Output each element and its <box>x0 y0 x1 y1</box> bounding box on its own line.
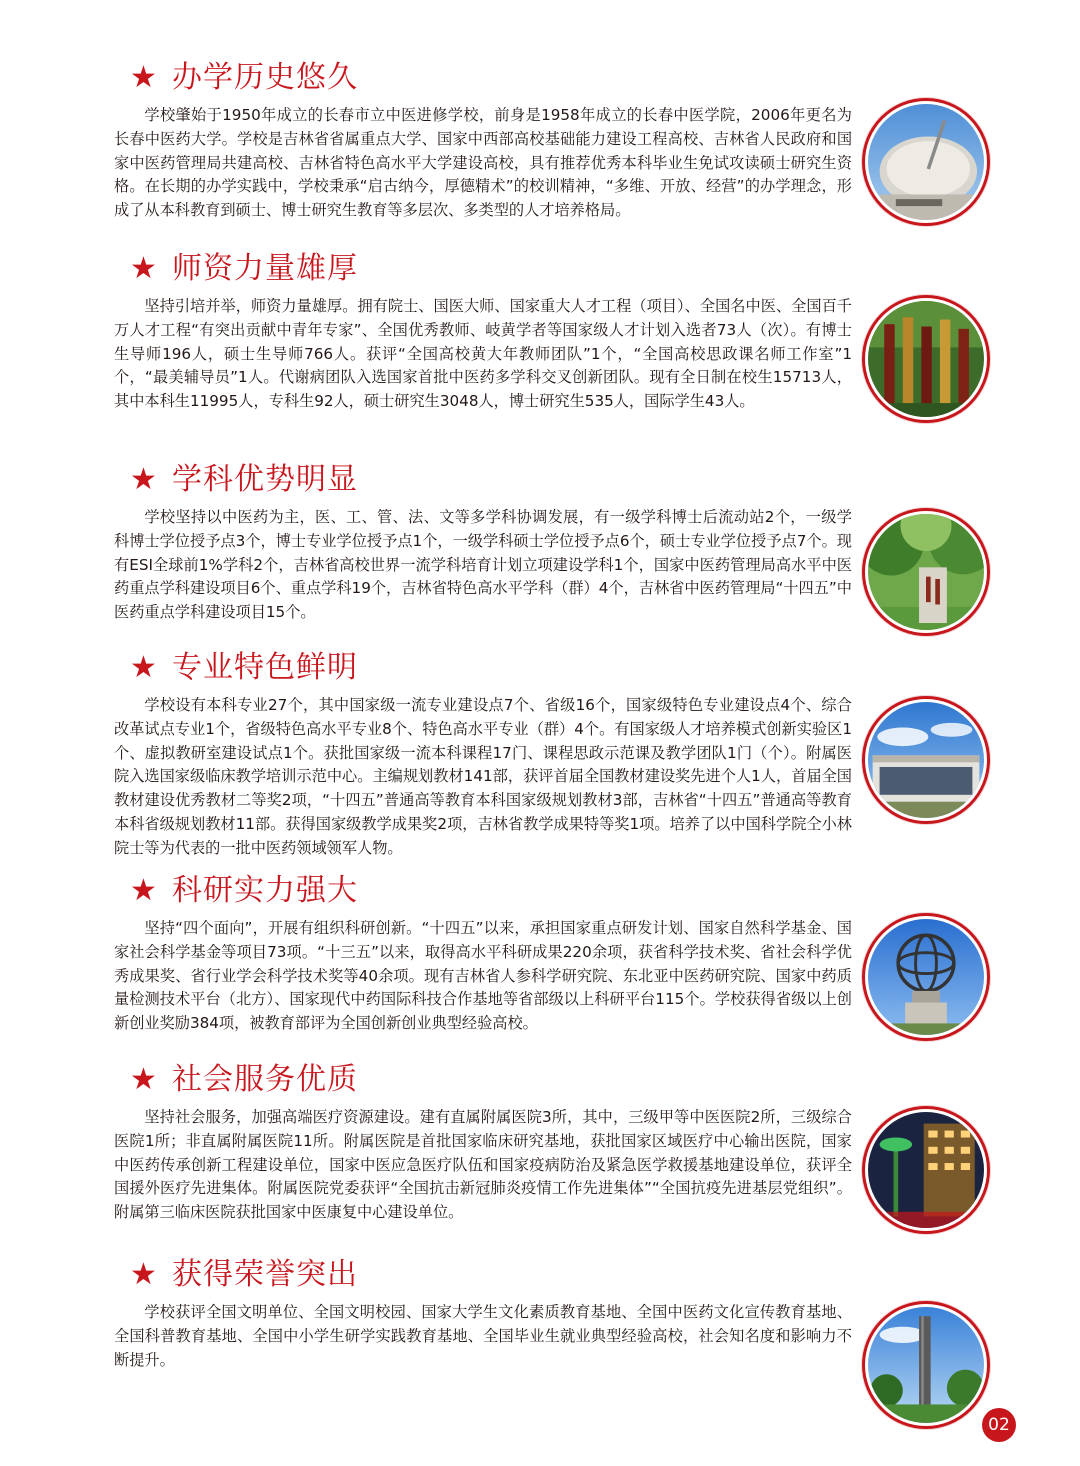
section-heading <box>130 56 358 100</box>
section-title: 办学历史悠久 <box>172 60 358 95</box>
section-body: 坚持“四个面向”，开展有组织科研创新。“十四五”以来，承担国家重点研发计划、国家自然科学基金、国家社会科学基金等项目73项。“十三五”以来，取得高水平科研成果220余项，获省科学技术奖、省社会科学优秀成果奖、省行业学会科学技术奖等40余项。现有吉林省人参科学研究院、东北亚中医药研究院、国家中药质量检测技术平台（北方）、国家现代中药国际科技合作基地等省部级以上科研平台115个。学校获得省级以上创新创业奖励384项，被教育部评为全国创新创业典型经验高校。 <box>114 919 852 1033</box>
star-icon: ★ <box>130 873 157 908</box>
section-body: 学校坚持以中医药为主，医、工、管、法、文等多学科协调发展，有一级学科博士后流动站2个，一级学科博士学位授予点3个，博士专业学位授予点1个，一级学科硕士学位授予点6个，硕士专业学位授予点7个。现有ESI全球前1%学科2个，吉林省高校世界一流学科培育计划立项建设学科1个，国家中医药管理局高水平中医药重点学科建设项目6个、重点学科19个，吉林省特色高水平学科（群）4个，吉林省中医药管理局“十四五”中医药重点学科建设项目15个。 <box>114 508 852 622</box>
sundial-photo <box>862 98 990 226</box>
section-heading <box>130 869 358 913</box>
section-heading <box>130 646 358 690</box>
hospital-night-photo <box>862 1106 990 1234</box>
library-building-photo <box>862 696 990 824</box>
section-body: 学校获评全国文明单位、全国文明校园、国家大学生文化素质教育基地、全国中医药文化宣传教育基地、全国科普教育基地、全国中小学生研学实践教育基地、全国毕业生就业典型经验高校，社会知名度和影响力不断提升。 <box>114 1303 852 1369</box>
star-icon: ★ <box>130 1257 157 1292</box>
page-number: 02 <box>982 1408 1016 1442</box>
section-heading <box>130 247 358 291</box>
section-title: 科研实力强大 <box>172 873 358 908</box>
column-monument-photo <box>862 1301 990 1429</box>
section-heading <box>130 458 358 502</box>
campus-stone-photo <box>862 508 990 636</box>
section-title: 学科优势明显 <box>172 462 358 497</box>
section-title: 社会服务优质 <box>172 1062 358 1097</box>
star-icon: ★ <box>130 650 157 685</box>
star-icon: ★ <box>130 251 157 286</box>
section-body: 坚持引培并举，师资力量雄厚。拥有院士、国医大师、国家重大人才工程（项目）、全国名中医、全国百千万人才工程“有突出贡献中青年专家”、全国优秀教师、岐黄学者等国家级人才计划入选者73人（次）。有博士生导师196人，硕士生导师766人。获评“全国高校黄大年教师团队”1个，“全国高校思政课名师工作室”1个，“最美辅导员”1人。代谢病团队入选国家首批中医药多学科交叉创新团队。现有全日制在校生15713人，其中本科生11995人，专科生92人，硕士研究生3048人，博士研究生535人，国际学生43人。 <box>114 297 852 411</box>
section-title: 专业特色鲜明 <box>172 650 358 685</box>
star-icon: ★ <box>130 462 157 497</box>
star-icon: ★ <box>130 60 157 95</box>
section-heading <box>130 1253 358 1297</box>
section-title: 师资力量雄厚 <box>172 251 358 286</box>
armillary-sphere-photo <box>862 913 990 1041</box>
section-body: 学校肇始于1950年成立的长春市立中医进修学校，前身是1958年成立的长春中医学院，2006年更名为长春中医药大学。学校是吉林省省属重点大学、国家中西部高校基础能力建设工程高校、吉林省人民政府和国家中医药管理局共建高校、吉林省特色高水平大学建设高校，具有推荐优秀本科毕业生免试攻读硕士研究生资格。在长期的办学实践中，学校秉承“启古纳今，厚德精术”的校训精神，“多维、开放、经营”的办学理念，形成了从本科教育到硕士、博士研究生教育等多层次、多类型的人才培养格局。 <box>114 106 852 220</box>
section-body: 学校设有本科专业27个，其中国家级一流专业建设点7个、省级16个，国家级特色专业建设点4个、综合改革试点专业1个，省级特色高水平专业8个、特色高水平专业（群）4个。有国家级人才培养模式创新实验区1个、虚拟教研室建设试点1个。获批国家级一流本科课程17门、课程思政示范课及教学团队1门（个）。附属医院入选国家级临床教学培训示范中心。主编规划教材141部，获评首届全国教材建设奖先进个人1人，首届全国教材建设优秀教材二等奖2项，“十四五”普通高等教育本科国家级规划教材3部，吉林省“十四五”普通高等教育本科省级规划教材11部。获得国家级教学成果奖2项，吉林省教学成果特等奖1项。培养了以中国科学院仝小林院士等为代表的一批中医药领域领军人物。 <box>114 696 852 857</box>
section-heading <box>130 1058 358 1102</box>
star-icon: ★ <box>130 1062 157 1097</box>
section-body: 坚持社会服务，加强高端医疗资源建设。建有直属附属医院3所，其中，三级甲等中医医院2所，三级综合医院1所；非直属附属医院11所。附属医院是首批国家临床研究基地，获批国家区域医疗中心输出医院，国家中医药传承创新工程建设单位，国家中医应急医疗队伍和国家疫病防治及紧急医学救援基地建设单位，获评全国援外医疗先进集体。附属医院党委获评“全国抗击新冠肺炎疫情工作先进集体”“全国抗疫先进基层党组织”。附属第三临床医院获批国家中医康复中心建设单位。 <box>114 1108 852 1222</box>
campus-sculpture-photo <box>862 295 990 423</box>
section-title: 获得荣誉突出 <box>172 1257 358 1292</box>
